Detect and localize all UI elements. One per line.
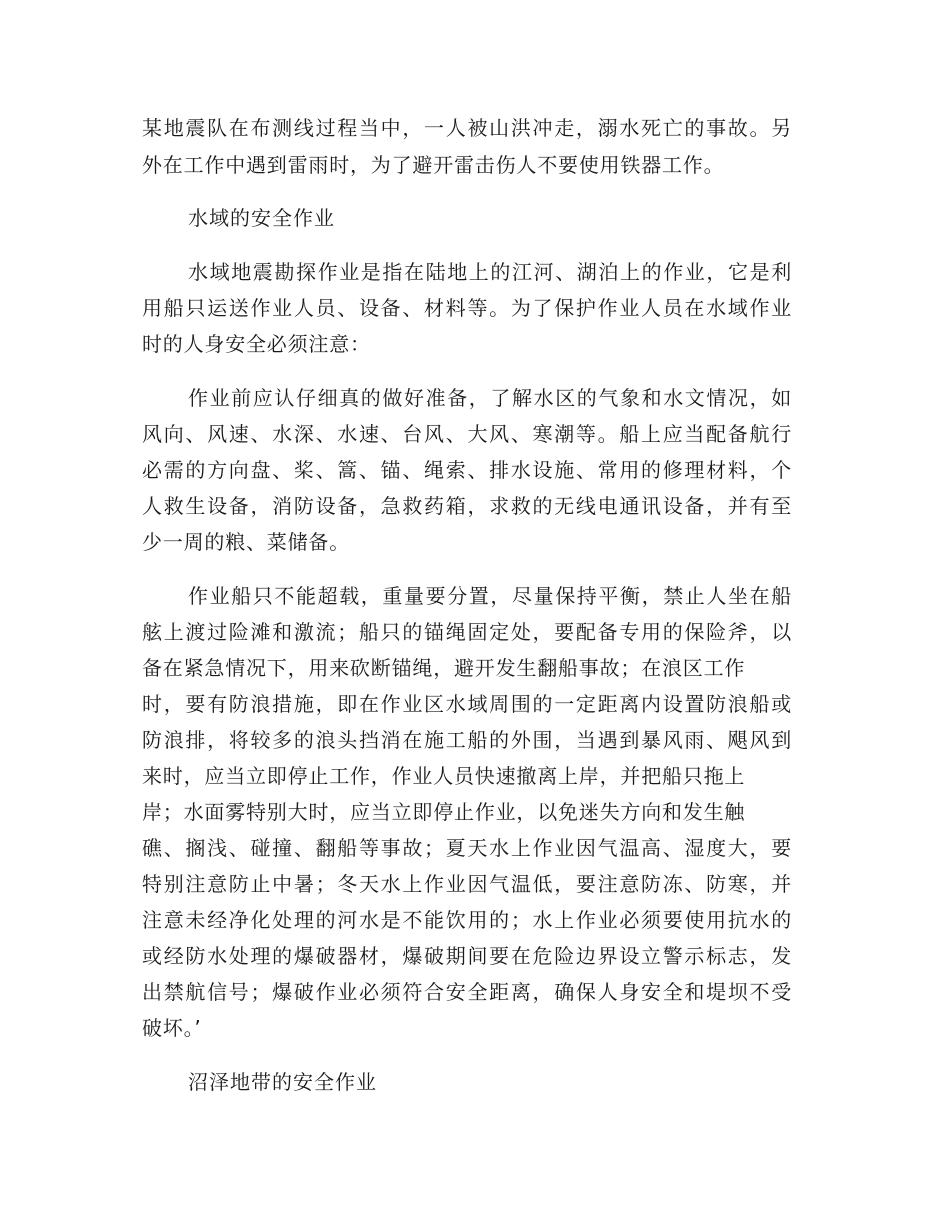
paragraph-line: 少一周的粮、菜储备。 (142, 530, 350, 554)
paragraph-line: 风向、风速、水深、水速、台风、大风、寒潮等。船上应当配备航行 (142, 422, 792, 446)
paragraph-line: 必需的方向盘、桨、篙、锚、绳索、排水设施、常用的修理材料，个 (142, 458, 792, 482)
paragraph-line: 防浪排，将较多的浪头挡消在施工船的外围，当遇到暴风雨、飓风到 (142, 728, 792, 752)
paragraph-line: 舷上渡过险滩和激流；船只的锚绳固定处，要配备专用的保险斧，以 (142, 620, 792, 644)
paragraph-line: 作业船只不能超载，重量要分置，尽量保持平衡，禁止人坐在船 (188, 584, 792, 608)
paragraph-line: 特别注意防止中暑；冬天水上作业因气温低，要注意防冻、防寒，并 (142, 872, 792, 896)
paragraph-line: 某地震队在布测线过程当中，一人被山洪冲走，溺水死亡的事故。另 (142, 116, 792, 140)
paragraph-line: 外在工作中遇到雷雨时，为了避开雷击伤人不要使用铁器工作。 (142, 153, 725, 177)
paragraph-line: 时，要有防浪措施，即在作业区水域周围的一定距离内设置防浪船或 (142, 692, 792, 716)
paragraph-line: 来时，应当立即停止工作，作业人员快速撤离上岸，并把船只拖上 (142, 764, 746, 788)
paragraph-line: 或经防水处理的爆破器材，爆破期间要在危险边界设立警示标志，发 (142, 944, 792, 968)
paragraph-line: 人救生设备，消防设备，急救药箱，求救的无线电通讯设备，并有至 (142, 494, 792, 518)
paragraph-line: 作业前应认仔细真的做好准备，了解水区的气象和水文情况，如 (188, 386, 792, 410)
paragraph-line: 岸；水面雾特别大时，应当立即停止作业，以免迷失方向和发生触 (142, 800, 746, 824)
section-heading-swamp: 沼泽地带的安全作业 (188, 1070, 377, 1094)
paragraph-line: 水域地震勘探作业是指在陆地上的江河、湖泊上的作业，它是利 (188, 260, 792, 284)
paragraph-line: 出禁航信号；爆破作业必须符合安全距离，确保人身安全和堤坝不受 (142, 980, 792, 1004)
section-heading-water: 水域的安全作业 (188, 206, 335, 230)
paragraph-line: 注意未经净化处理的河水是不能饮用的；水上作业必须要使用抗水的 (142, 908, 792, 932)
paragraph-line: 时的人身安全必须注意： (142, 332, 371, 356)
paragraph-line: 用船只运送作业人员、设备、材料等。为了保护作业人员在水域作业 (142, 296, 792, 320)
paragraph-line: 礁、搁浅、碰撞、翻船等事故；夏天水上作业因气温高、湿度大，要 (142, 836, 792, 860)
paragraph-line: 备在紧急情况下，用来砍断锚绳，避开发生翻船事故；在浪区工作 (142, 656, 746, 680)
paragraph-line: 破坏。’ (142, 1016, 202, 1040)
